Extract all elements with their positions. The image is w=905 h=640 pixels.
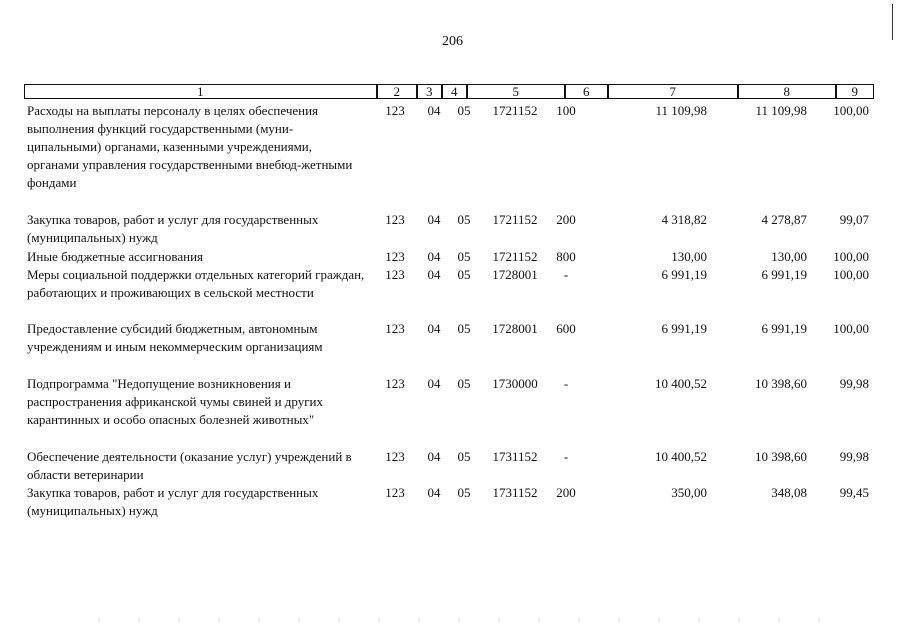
header-cell-6: 6 (565, 84, 608, 99)
row-col-9: 100,00 (833, 249, 869, 264)
row-col-5: 1731152 (492, 449, 538, 464)
row-col-6: - (563, 267, 569, 282)
row-col-4: 05 (457, 376, 471, 391)
row-description: Обеспечение деятельности (оказание услуг) учреждений в области ветеринарии (27, 449, 352, 482)
row-col-6: 100 (556, 103, 576, 118)
row-description: Закупка товаров, работ и услуг для государственных (муниципальных) нужд (27, 212, 319, 245)
row-col-3: 04 (427, 485, 441, 500)
header-cell-7: 7 (608, 84, 738, 99)
row-col-9: 99,45 (839, 485, 869, 500)
header-cell-4: 4 (442, 84, 467, 99)
row-description: Расходы на выплаты персоналу в целях обеспечения выполнения функций государственными (муни-ципальными) органами, казенными учреждениями, органами управления государственными внебюд-жетными фондами (27, 103, 353, 190)
row-col-4: 05 (457, 212, 471, 227)
row-col-4: 05 (457, 449, 471, 464)
page-number: 206 (442, 34, 463, 49)
row-col-3: 04 (427, 376, 441, 391)
row-col-9: 100,00 (833, 321, 869, 336)
row-description: Подпрограмма "Недопущение возникновения и распространения африканской чумы свиней и других карантинных и особо опасных болезней животных" (27, 376, 324, 427)
row-col-3: 04 (427, 267, 441, 282)
row-col-7: 350,00 (671, 485, 707, 500)
row-col-8: 11 109,98 (755, 103, 807, 118)
row-description: Меры социальной поддержки отдельных категорий граждан, работающих и проживающих в сельской местности (27, 267, 365, 300)
row-col-3: 04 (427, 449, 441, 464)
header-cell-8: 8 (738, 84, 836, 99)
row-col-2: 123 (385, 103, 405, 118)
header-cell-2: 2 (377, 84, 417, 99)
row-col-6: 600 (556, 321, 576, 336)
row-col-7: 10 400,52 (655, 449, 707, 464)
row-col-2: 123 (385, 321, 405, 336)
row-col-7: 11 109,98 (655, 103, 707, 118)
row-col-5: 1731152 (492, 485, 538, 500)
scan-edge-mark (892, 4, 893, 40)
row-col-6: 800 (556, 249, 576, 264)
row-col-8: 6 991,19 (761, 267, 807, 282)
header-cell-3: 3 (417, 84, 442, 99)
row-col-5: 1728001 (492, 267, 538, 282)
row-col-3: 04 (427, 321, 441, 336)
row-description: Закупка товаров, работ и услуг для государственных (муниципальных) нужд (27, 485, 319, 518)
row-col-9: 99,98 (839, 449, 869, 464)
row-col-3: 04 (427, 212, 441, 227)
row-col-5: 1721152 (492, 103, 538, 118)
row-col-6: - (563, 376, 569, 391)
row-col-8: 10 398,60 (755, 376, 807, 391)
row-col-6: 200 (556, 212, 576, 227)
row-col-2: 123 (385, 485, 405, 500)
row-col-2: 123 (385, 376, 405, 391)
row-col-3: 04 (427, 103, 441, 118)
row-col-7: 10 400,52 (655, 376, 707, 391)
row-col-2: 123 (385, 449, 405, 464)
row-col-6: 200 (556, 485, 576, 500)
row-col-7: 6 991,19 (661, 267, 707, 282)
row-col-5: 1721152 (492, 249, 538, 264)
row-col-9: 100,00 (833, 267, 869, 282)
header-cell-9: 9 (836, 84, 874, 99)
row-col-4: 05 (457, 321, 471, 336)
header-cell-5: 5 (467, 84, 565, 99)
row-col-4: 05 (457, 267, 471, 282)
row-col-3: 04 (427, 249, 441, 264)
row-col-8: 6 991,19 (761, 321, 807, 336)
header-cell-1: 1 (24, 84, 377, 99)
row-col-7: 130,00 (671, 249, 707, 264)
row-col-7: 4 318,82 (661, 212, 707, 227)
row-col-7: 6 991,19 (661, 321, 707, 336)
row-col-5: 1728001 (492, 321, 538, 336)
row-col-8: 10 398,60 (755, 449, 807, 464)
row-description: Предоставление субсидий бюджетным, автономным учреждениям и иным некоммерческим организациям (27, 321, 323, 354)
row-col-5: 1721152 (492, 212, 538, 227)
row-col-5: 1730000 (492, 376, 538, 391)
row-col-9: 100,00 (833, 103, 869, 118)
row-col-2: 123 (385, 267, 405, 282)
scan-noise (60, 618, 820, 622)
row-col-4: 05 (457, 485, 471, 500)
row-col-8: 130,00 (771, 249, 807, 264)
row-col-2: 123 (385, 212, 405, 227)
row-col-8: 4 278,87 (761, 212, 807, 227)
row-col-4: 05 (457, 103, 471, 118)
row-col-2: 123 (385, 249, 405, 264)
row-col-6: - (563, 449, 569, 464)
row-description: Иные бюджетные ассигнования (27, 249, 204, 264)
row-col-4: 05 (457, 249, 471, 264)
row-col-9: 99,07 (839, 212, 869, 227)
row-col-9: 99,98 (839, 376, 869, 391)
row-col-8: 348,08 (771, 485, 807, 500)
